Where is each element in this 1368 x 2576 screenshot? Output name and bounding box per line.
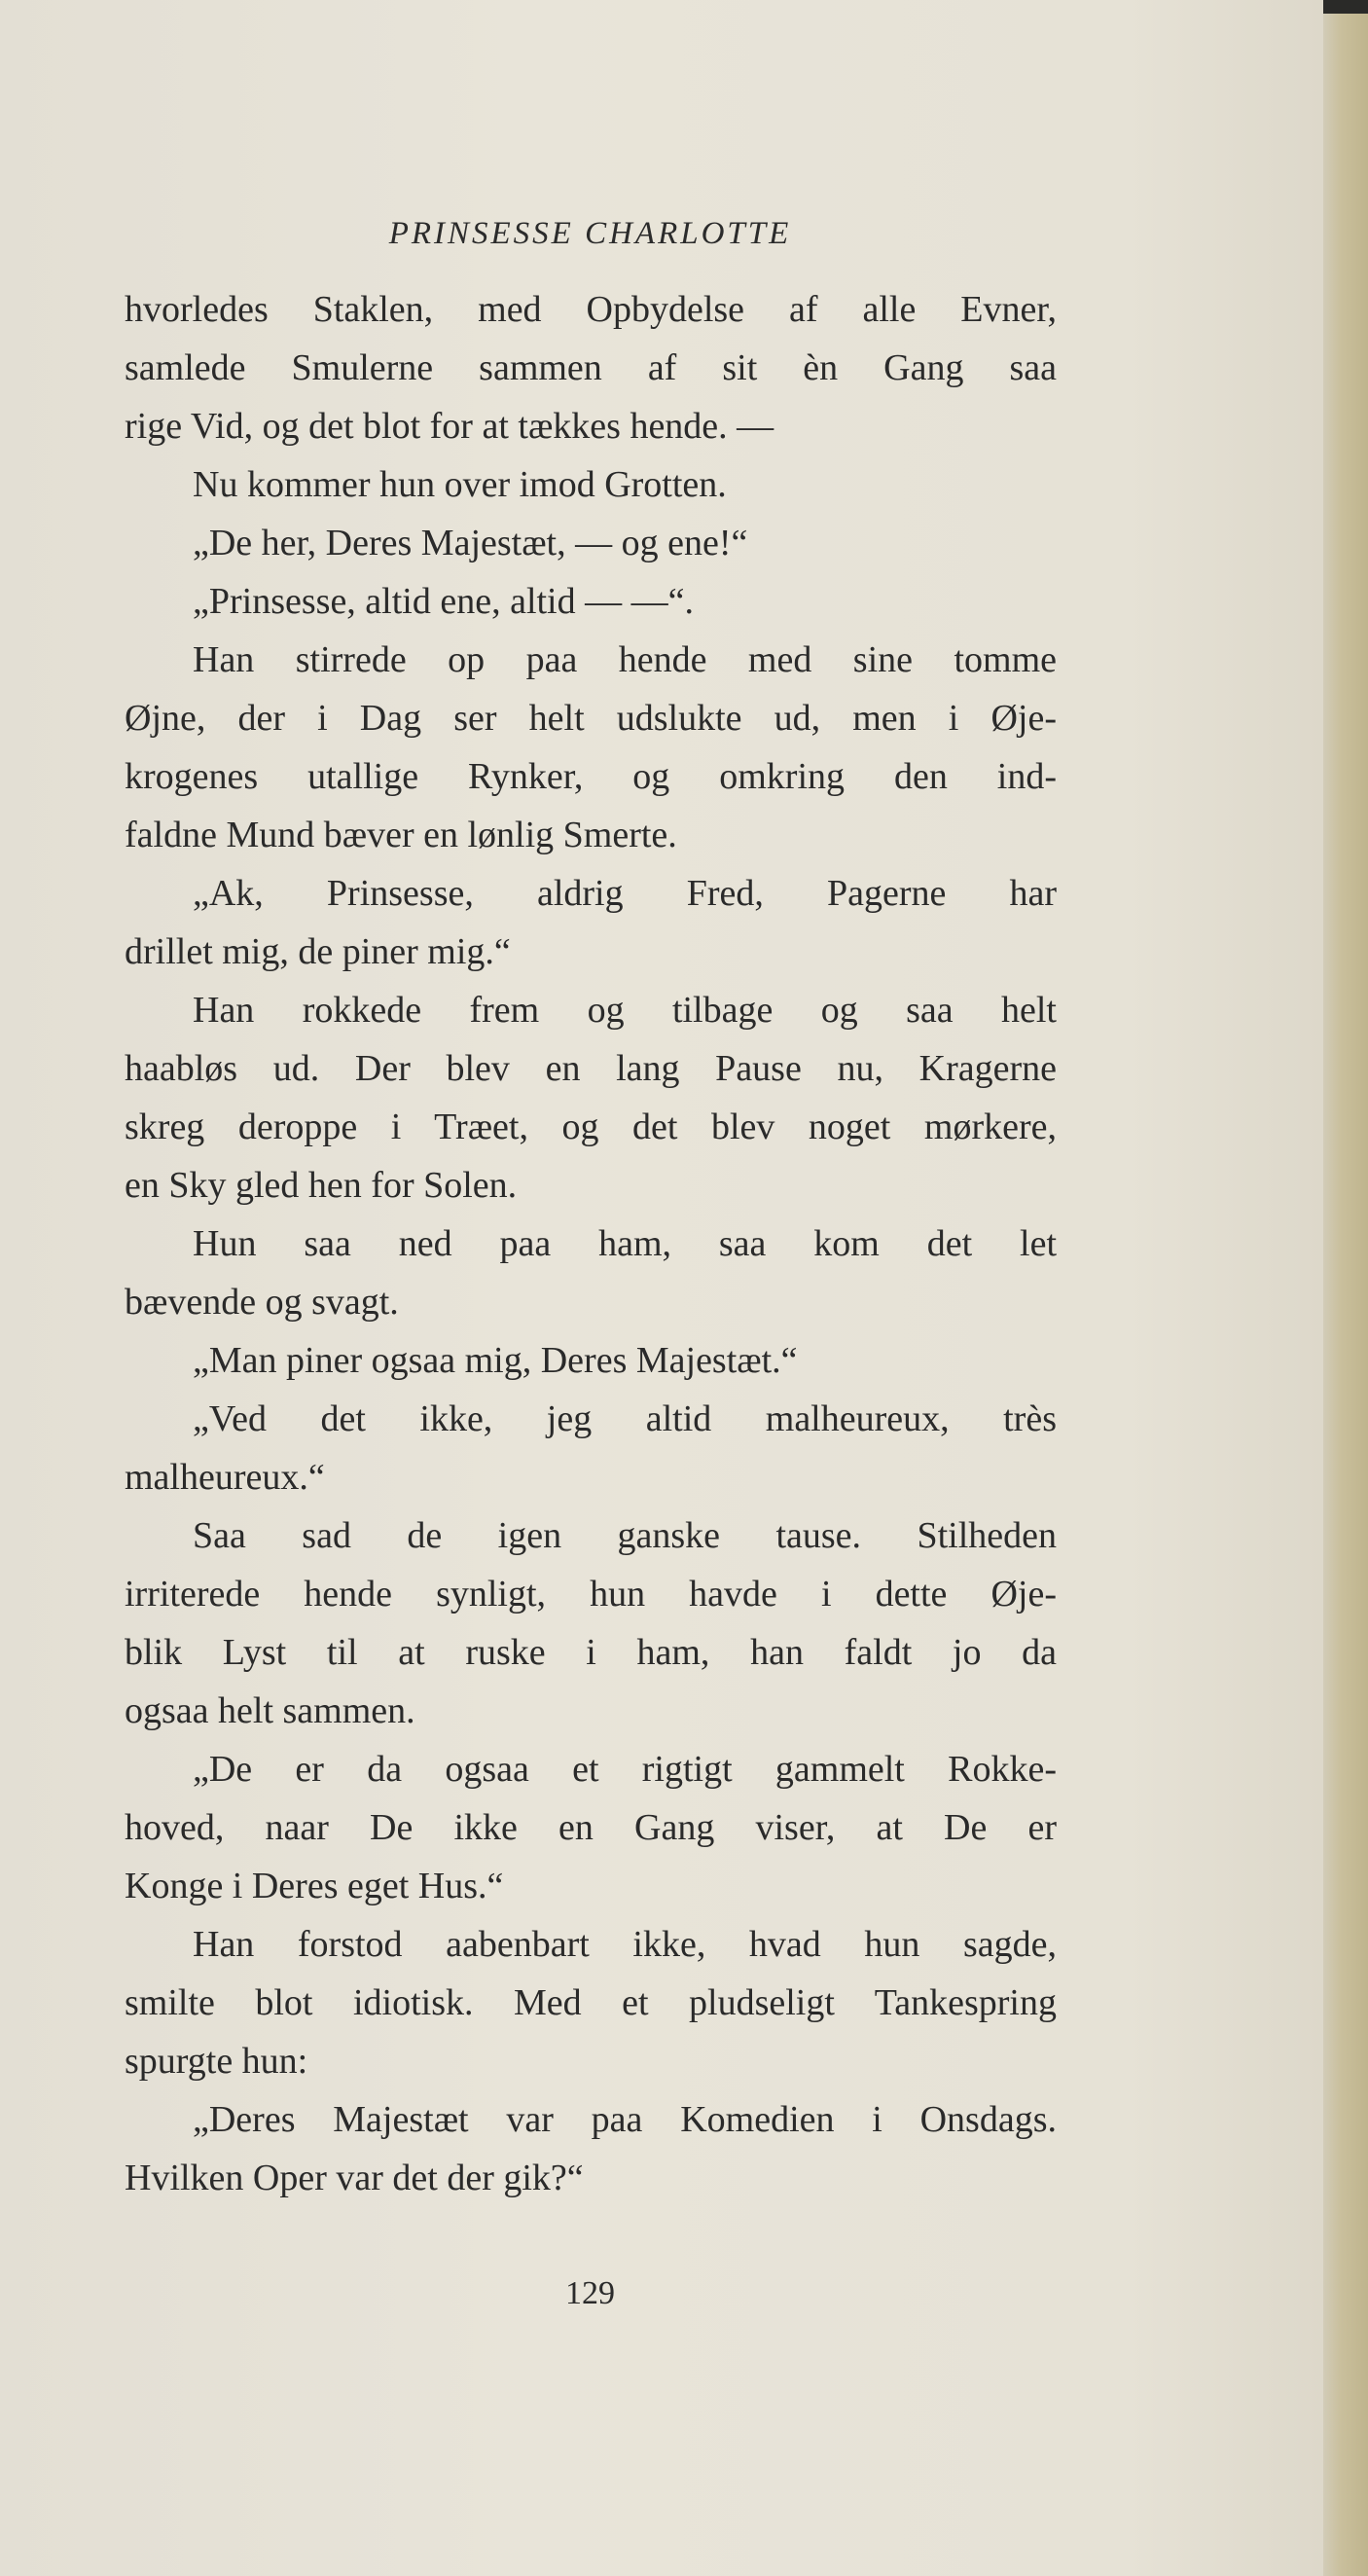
text-line: „De her, Deres Majestæt, — og ene!“ bbox=[193, 523, 748, 563]
text-line: blik Lyst til at ruske i ham, han faldt jo da bbox=[125, 1632, 1057, 1673]
text-line: rige Vid, og det blot for at tækkes hende. — bbox=[125, 406, 774, 447]
text-line: Saa sad de igen ganske tause. Stilheden bbox=[193, 1515, 1057, 1556]
text-line: irriterede hende synligt, hun havde i dette Øje- bbox=[125, 1574, 1057, 1615]
running-header: PRINSESSE CHARLOTTE bbox=[388, 216, 792, 251]
text-line: faldne Mund bæver en lønlig Smerte. bbox=[125, 815, 677, 855]
text-line: skreg deroppe i Træet, og det blev noget mørkere, bbox=[125, 1107, 1057, 1147]
text-line: Nu kommer hun over imod Grotten. bbox=[193, 464, 727, 505]
text-line: ogsaa helt sammen. bbox=[125, 1690, 415, 1731]
text-line: bævende og svagt. bbox=[125, 1282, 399, 1323]
text-line: krogenes utallige Rynker, og omkring den ind- bbox=[125, 756, 1057, 797]
text-line: „Ak, Prinsesse, aldrig Fred, Pagerne har bbox=[193, 873, 1057, 914]
page-edge-corner bbox=[1323, 0, 1368, 14]
text-line: malheureux.“ bbox=[125, 1457, 325, 1498]
text-line: samlede Smulerne sammen af sit èn Gang saa bbox=[125, 347, 1057, 388]
page-edge bbox=[1323, 0, 1368, 2576]
text-line: Øjne, der i Dag ser helt udslukte ud, men i Øje- bbox=[125, 698, 1057, 739]
text-line: drillet mig, de piner mig.“ bbox=[125, 931, 511, 972]
text-line: Han rokkede frem og tilbage og saa helt bbox=[193, 990, 1057, 1031]
text-line: „De er da ogsaa et rigtigt gammelt Rokke- bbox=[193, 1749, 1057, 1790]
text-line: hvorledes Staklen, med Opbydelse af alle Evner, bbox=[125, 289, 1057, 330]
text-line: „Man piner ogsaa mig, Deres Majestæt.“ bbox=[193, 1340, 798, 1381]
text-line: Konge i Deres eget Hus.“ bbox=[125, 1866, 504, 1906]
text-line: „Prinsesse, altid ene, altid — —“. bbox=[193, 581, 694, 622]
text-line: Han stirrede op paa hende med sine tomme bbox=[193, 639, 1057, 680]
text-line: Hvilken Oper var det der gik?“ bbox=[125, 2158, 584, 2198]
body-text bbox=[125, 280, 1057, 2207]
text-line: Hun saa ned paa ham, saa kom det let bbox=[193, 1223, 1057, 1264]
text-line: haabløs ud. Der blev en lang Pause nu, Kragerne bbox=[125, 1048, 1057, 1089]
page-number: 129 bbox=[565, 2275, 615, 2311]
text-line: „Deres Majestæt var paa Komedien i Onsdags. bbox=[193, 2099, 1057, 2140]
text-line: „Ved det ikke, jeg altid malheureux, très bbox=[193, 1398, 1057, 1439]
text-line: en Sky gled hen for Solen. bbox=[125, 1165, 518, 1206]
text-line: smilte blot idiotisk. Med et pludseligt Tankespring bbox=[125, 1982, 1057, 2023]
text-line: Han forstod aabenbart ikke, hvad hun sagde, bbox=[193, 1924, 1057, 1965]
text-line: hoved, naar De ikke en Gang viser, at De er bbox=[125, 1807, 1057, 1848]
text-line: spurgte hun: bbox=[125, 2041, 308, 2082]
